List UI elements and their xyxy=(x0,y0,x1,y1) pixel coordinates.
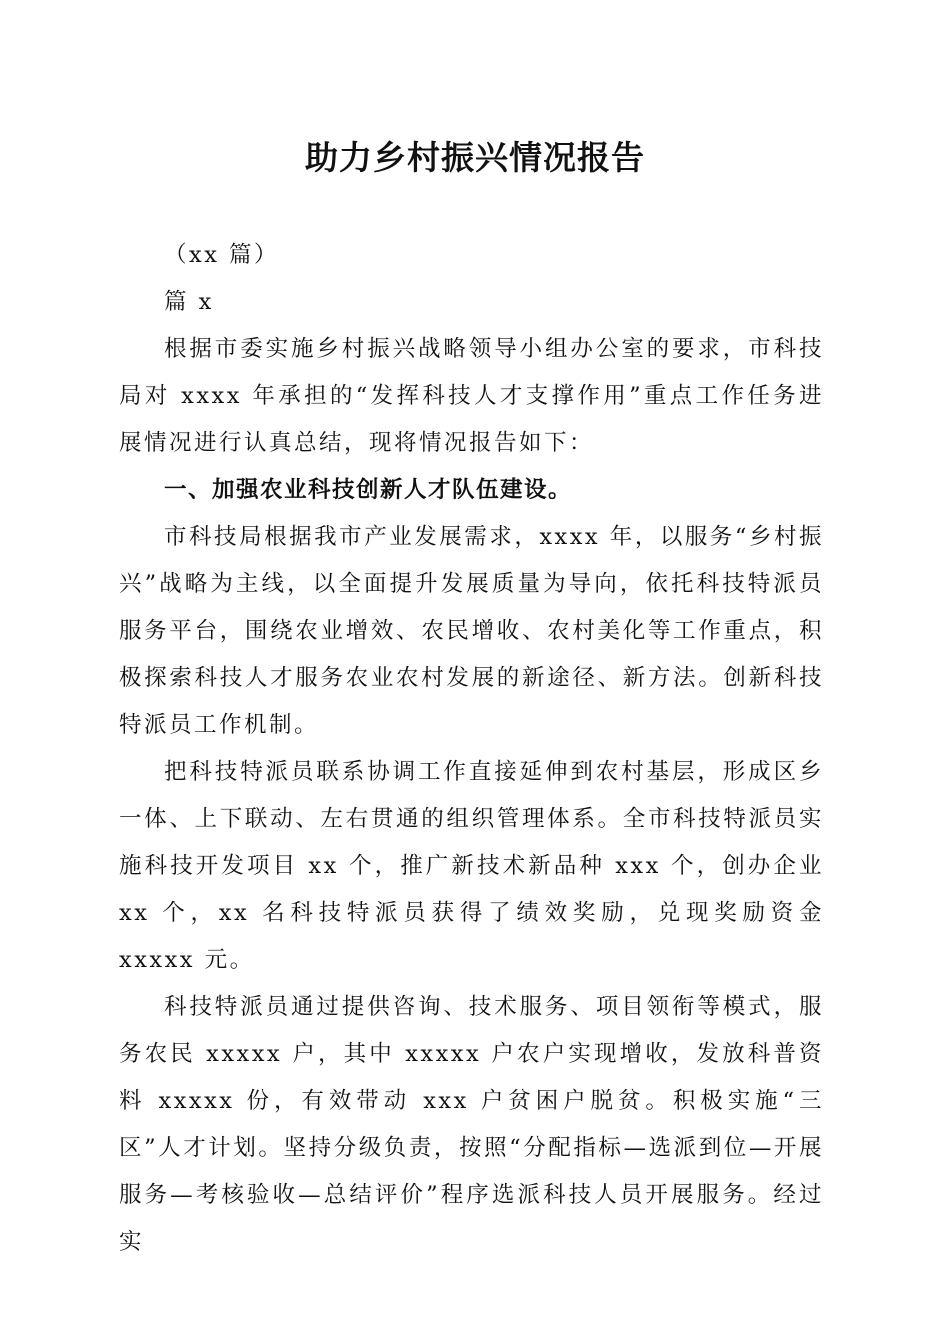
document-body xyxy=(119,232,824,1266)
section-label: 篇 x xyxy=(164,289,214,315)
paragraph-2: 把科技特派员联系协调工作直接延伸到农村基层，形成区乡一体、上下联动、左右贯通的组织管理体系。全市科技特派员实施科技开发项目 xx 个，推广新技术新品种 xxx 个，创办企业 xx 个，xx 名科技特派员获得了绩效奖励，兑现奖励资金 xxxxx 元。 xyxy=(119,759,824,973)
section-heading-1: 一、加强农业科技创新人才队伍建设。 xyxy=(164,477,573,503)
document-subtitle: （xx 篇） xyxy=(164,242,280,268)
document-title: 助力乡村振兴情况报告 xyxy=(305,138,645,177)
paragraph-intro: 根据市委实施乡村振兴战略领导小组办公室的要求，市科技局对 xxxx 年承担的“发挥科技人才支撑作用”重点工作任务进展情况进行认真总结，现将情况报告如下： xyxy=(119,336,824,456)
paragraph-3: 科技特派员通过提供咨询、技术服务、项目领衔等模式，服务农民 xxxxx 户，其中 xxxxx 户农户实现增收，发放科普资料 xxxxx 份，有效带动 xxx 户贫困户脱贫。积极实施“三区”人才计划。坚持分级负责，按照“分配指标—选派到位—开展服务—考核验收—总结评价”程序选派科技人员开展服务。经过实 xyxy=(119,994,824,1255)
paragraph-1: 市科技局根据我市产业发展需求，xxxx 年，以服务“乡村振兴”战略为主线，以全面提升发展质量为导向，依托科技特派员服务平台，围绕农业增效、农民增收、农村美化等工作重点，积极探索科技人才服务农业农村发展的新途径、新方法。创新科技特派员工作机制。 xyxy=(119,524,824,738)
